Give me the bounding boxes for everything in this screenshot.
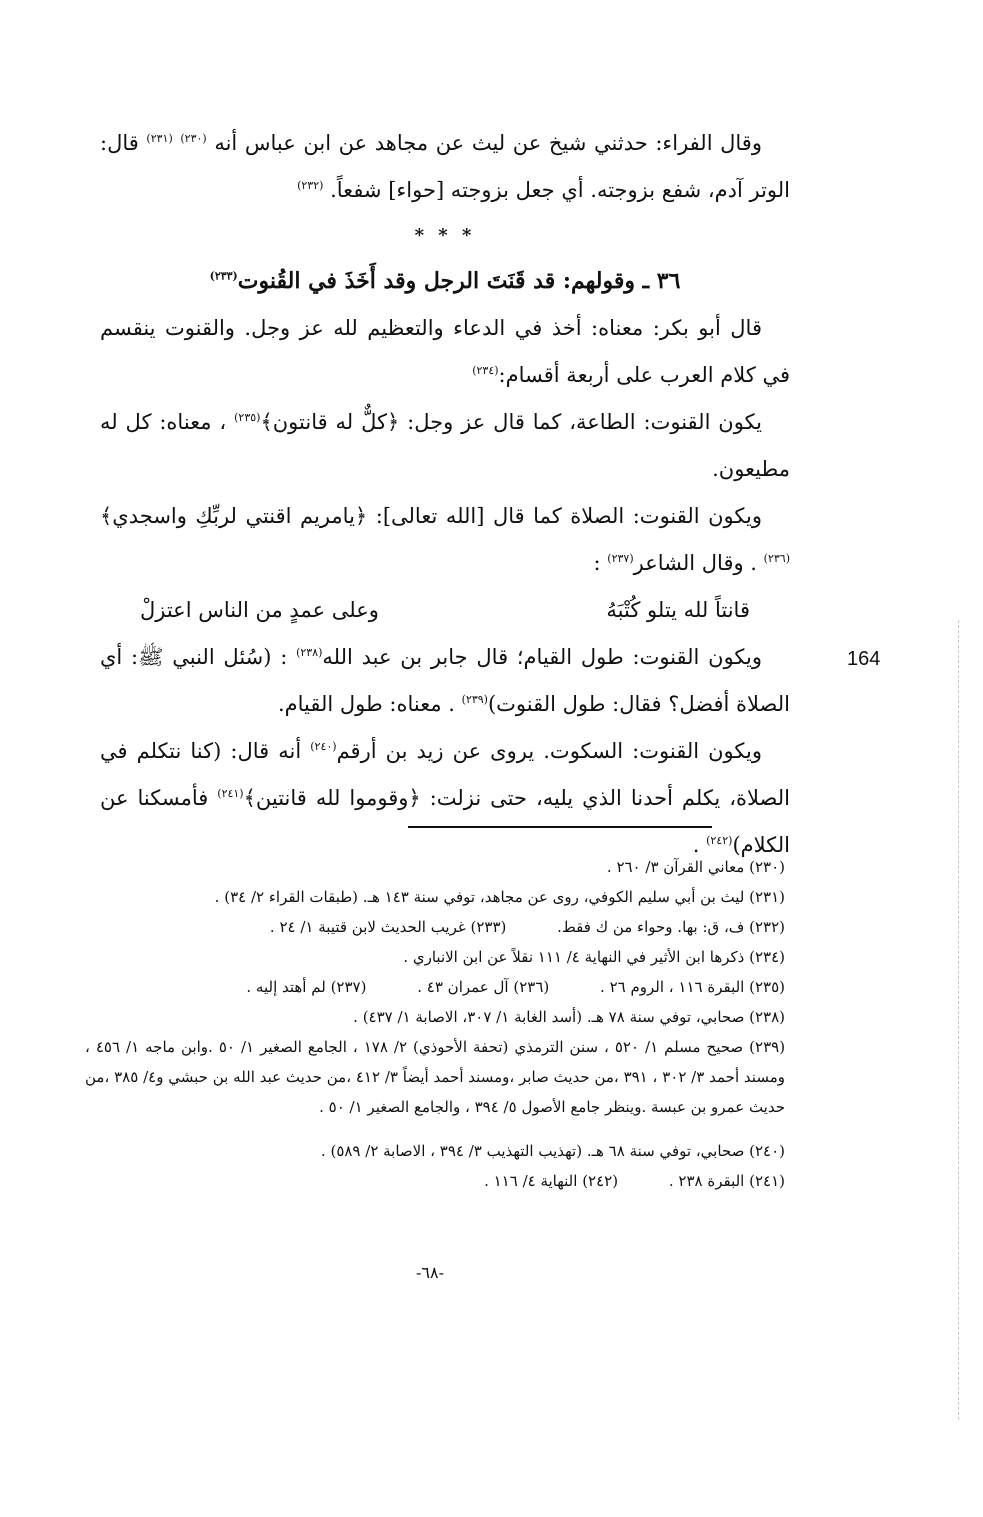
footnote-237: (٢٣٧) لم أهتد إليه . [246,978,367,996]
poetry-verse [100,587,790,634]
footnotes [85,852,785,1196]
footnote-234: (٢٣٤) ذكرها ابن الأثير في النهاية ٤/ ١١١ نقلاً عن ابن الانباري . [403,948,785,966]
footnote-ref-233[interactable]: (٢٣٣) [209,269,238,283]
footnote-236: (٢٣٦) آل عمران ٤٣ . [417,978,550,996]
page-number: -٦٨- [416,1263,444,1282]
footnote-240: (٢٤٠) صحابي، توفي سنة ٦٨ هـ. (تهذيب التهذيب ٣/ ٣٩٤ ، الاصابة ٢/ ٥٨٩) . [320,1142,785,1160]
footnote-row-235-237 [85,972,785,1002]
paragraph-prayer: ويكون القنوت: الصلاة كما قال [الله تعالى]: ﴿يامريم اقنتي لربِّكِ واسجدي﴾$^{(٢٣٦)}$ . وقال الشاعر$^{(٢٣٧)}$ : [100,504,790,575]
footnote-232: (٢٣٢) ف، ق: بها. وحواء من ك فقط. [557,918,785,936]
footnote-233: (٢٣٣) غريب الحديث لابن قتيبة ١/ ٢٤ . [269,918,507,936]
footnote-ref-232[interactable]: (٢٣٢) [297,179,324,192]
footnote-ref-230[interactable]: (٢٣٠) [180,132,207,145]
footnote-ref-242[interactable]: (٢٤٢) [706,834,733,847]
footnote-separator [408,826,712,828]
footnote-ref-238[interactable]: (٢٣٨) [296,646,323,659]
footnote-241: (٢٤١) البقرة ٢٣٨ . [668,1172,785,1190]
section-separator: * * * [414,225,476,246]
footnote-235: (٢٣٥) البقرة ١١٦ ، الروم ٢٦ . [600,978,785,996]
footnote-238: (٢٣٨) صحابي، توفي سنة ٧٨ هـ. (أسد الغابة ١/ ٣٠٧، الاصابة ١/ ٤٣٧) . [353,1008,785,1026]
paragraph-standing: ويكون القنوت: طول القيام؛ قال جابر بن عبد الله$^{(٢٣٨)}$ : (سُئل النبي ﷺ: أي الصلاة أفضل؟ فقال: طول القنوت)$^{(٢٣٩)}$ . معناه: طول القيام. [100,645,790,716]
footnote-ref-240[interactable]: (٢٤٠) [310,740,337,753]
footnote-231: (٢٣١) ليث بن أبي سليم الكوفي، روى عن مجاهد، توفي سنة ١٤٣ هـ. (طبقات القراء ٢/ ٣٤) . [214,888,785,906]
footnote-ref-231[interactable]: (٢٣١) [146,132,173,145]
paragraph-obedience: يكون القنوت: الطاعة، كما قال عز وجل: ﴿كلٌّ له قانتون﴾$^{(٢٣٥)}$ ، معناه: كل له مطيعون. [100,410,790,481]
footnote-230: (٢٣٠) معاني القرآن ٣/ ٢٦٠ . [606,858,785,876]
footnote-ref-237[interactable]: (٢٣٧) [607,552,634,565]
scan-edge-line [958,620,960,1420]
verse-second-hemistich: وعلى عمدٍ من الناس اعتزلْ [140,598,379,622]
margin-page-number: 164 [847,648,881,670]
footnote-ref-234[interactable]: (٢٣٤) [472,364,499,377]
footnote-ref-236[interactable]: (٢٣٦) [763,552,790,565]
verse-first-hemistich: قانتاً لله يتلو كُتْبَهُ [606,598,750,622]
footnote-row-232-233 [85,912,785,942]
paragraph-silence: ويكون القنوت: السكوت. يروى عن زيد بن أرقم$^{(٢٤٠)}$ أنه قال: (كنا نتكلم في الصلاة، يكلم أحدنا الذي يليه، حتى نزلت: ﴿وقوموا لله قانتين﴾$^{(٢٤١)}$ فأمسكنا عن الكلام)$^{(٢٤٢)}$ . [100,739,790,857]
paragraph-farra: وقال الفراء: حدثني شيخ عن ليث عن مجاهد عن ابن عباس أنه $^{(٢٣٠)}$ $^{(٢٣١)}$ قال: الوتر آدم، شفع بزوجته. أي جعل بزوجته [حواء] شفعاً. $^{(٢٣٢)}$ [100,131,790,202]
footnote-ref-241[interactable]: (٢٤١) [217,787,244,800]
footnote-ref-235[interactable]: (٢٣٥) [234,411,261,424]
section-heading: ٣٦ ـ وقولهم: قد قَنَتَ الرجل وقد أَخَذَ في القُنوت$^{(٢٣٣)}$ [209,268,681,294]
footnote-242: (٢٤٢) النهاية ٤/ ١١٦ . [484,1172,619,1190]
paragraph-abu-bakr: قال أبو بكر: معناه: أخذ في الدعاء والتعظيم لله عز وجل. والقنوت ينقسم في كلام العرب على أربعة أقسام:$^{(٢٣٤)}$ [100,316,790,387]
footnote-row-241-242 [85,1166,785,1196]
footnote-ref-239[interactable]: (٢٣٩) [461,693,488,706]
main-text [100,120,790,869]
footnote-239: (٢٣٩) صحيح مسلم ١/ ٥٢٠ ، سنن الترمذي (تحفة الأحوذي) ٢/ ١٧٨ ، الجامع الصغير ١/ ٥٠ .وابن ماجه ١/ ٤٥٦ ، ومسند أحمد ٣/ ٣٠٢ ، ٣٩١ ،من حديث صابر ،ومسند أحمد أيضاً ٣/ ٤١٢ ،من حديث عبد الله بن حبشي و٤/ ٣٨٥ ،من حديث عمرو بن عبسة .وينظر جامع الأصول ٥/ ٣٩٤ ، والجامع الصغير ١/ ٥٠ . [85,1038,786,1116]
